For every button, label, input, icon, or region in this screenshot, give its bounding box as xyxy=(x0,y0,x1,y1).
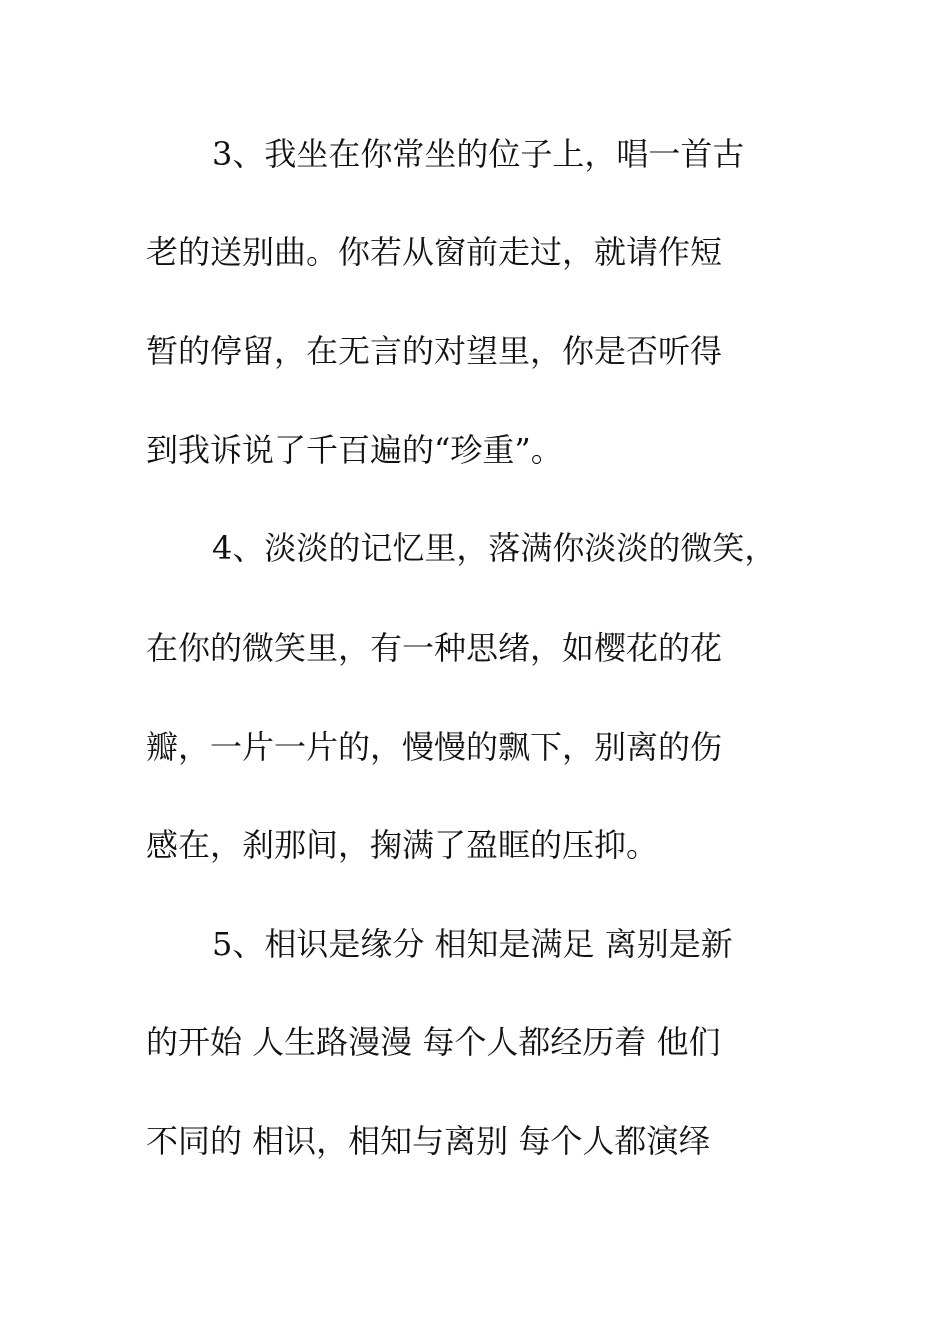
text-line: 到我诉说了千百遍的“珍重”。 xyxy=(146,431,563,469)
text-line: 4、淡淡的记忆里，落满你淡淡的微笑， xyxy=(212,529,777,567)
text-line: 感在，刹那间，掬满了盈眶的压抑。 xyxy=(146,826,659,864)
text-line: 暂的停留，在无言的对望里，你是否听得 xyxy=(146,332,723,370)
text-line: 3、我坐在你常坐的位子上，唱一首古 xyxy=(212,135,745,173)
text-line: 不同的 相识，相知与离别 每个人都演绎 xyxy=(146,1122,711,1160)
text-line: 老的送别曲。你若从窗前走过，就请作短 xyxy=(146,233,723,271)
text-line: 的开始 人生路漫漫 每个人都经历着 他们 xyxy=(146,1023,721,1061)
text-line: 瓣，一片一片的，慢慢的飘下，别离的伤 xyxy=(146,728,723,766)
text-line: 5、相识是缘分 相知是满足 离别是新 xyxy=(212,925,733,963)
text-line: 在你的微笑里，有一种思绪，如樱花的花 xyxy=(146,629,723,667)
